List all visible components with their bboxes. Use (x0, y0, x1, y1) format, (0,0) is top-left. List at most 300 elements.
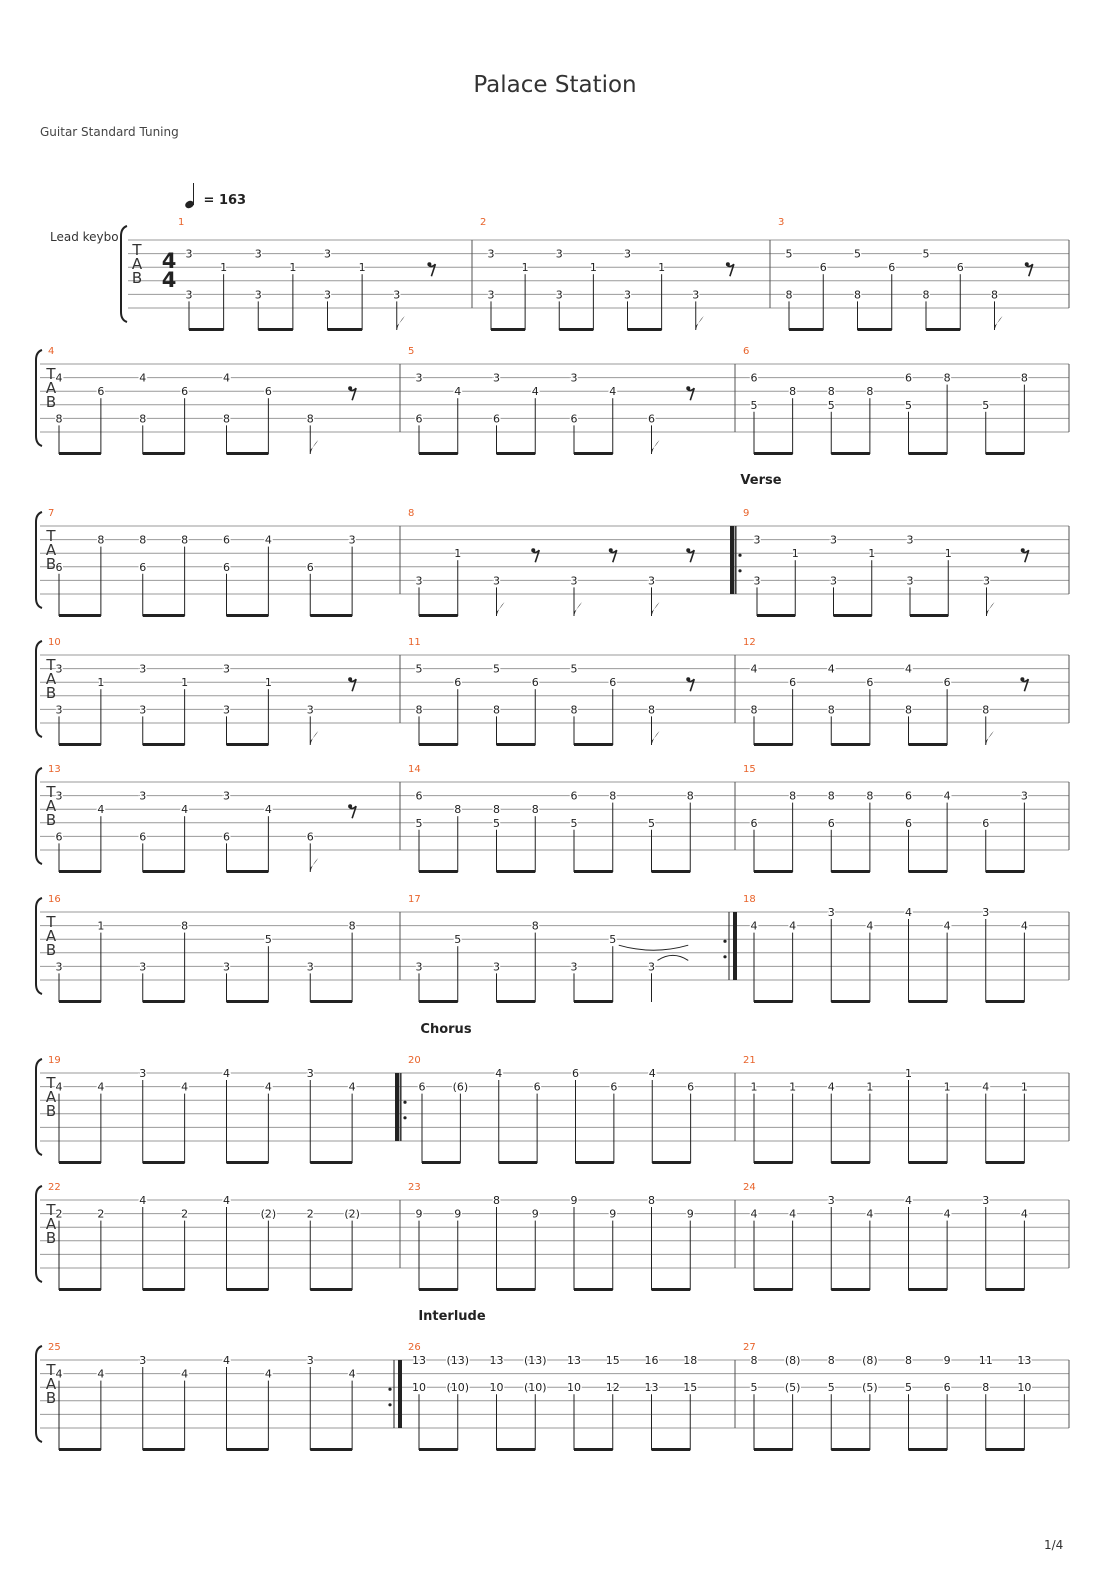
fret-number: 3 (254, 288, 262, 302)
beam (497, 1448, 536, 1451)
fret-number: 8 (609, 789, 617, 803)
beam (789, 328, 823, 331)
fret-number: 13 (1017, 1354, 1032, 1367)
fret-number: 4 (905, 906, 912, 919)
fret-number: 6 (982, 816, 990, 830)
beam (754, 1000, 793, 1003)
fret-number: 8 (982, 703, 990, 717)
fret-number: 5 (785, 247, 793, 261)
fret-number: 8 (493, 803, 500, 817)
beam (909, 1448, 948, 1451)
fret-number: 8 (982, 1381, 990, 1395)
fret-number: 4 (55, 1367, 63, 1381)
eighth-rest-dot (1020, 677, 1024, 681)
fret-number: 1 (97, 676, 105, 690)
beam (59, 614, 101, 617)
fret-number: 1 (944, 547, 952, 561)
fret-number: 1 (454, 547, 462, 561)
eighth-rest-dot (686, 386, 690, 390)
eighth-rest-dot (348, 677, 352, 681)
fret-number: 5 (493, 662, 500, 676)
fret-number: 4 (609, 385, 617, 399)
eighth-flag (310, 858, 318, 872)
fret-number: (13) (446, 1354, 470, 1367)
fret-number: 3 (415, 960, 423, 974)
fret-number: 5 (493, 816, 500, 830)
fret-number: 5 (982, 398, 990, 412)
fret-number: 8 (454, 803, 462, 817)
fret-number: 6 (223, 830, 230, 844)
eighth-rest-dot (726, 262, 730, 266)
beam (909, 1161, 948, 1164)
fret-number: 8 (827, 703, 835, 717)
fret-number: 6 (306, 830, 314, 844)
fret-number: 6 (610, 1080, 618, 1094)
fret-number: 4 (181, 1080, 189, 1094)
fret-number: 8 (943, 371, 951, 385)
fret-number: 3 (306, 1067, 314, 1080)
eighth-flag (652, 602, 660, 616)
beam (559, 328, 593, 331)
beam (574, 870, 613, 873)
fret-number: 3 (982, 906, 990, 919)
beam (497, 743, 536, 746)
fret-number: (5) (862, 1381, 878, 1395)
beam (422, 1161, 460, 1164)
fret-number: 5 (922, 247, 930, 261)
fret-number: 6 (866, 676, 874, 690)
fret-number: 1 (589, 261, 597, 275)
tab-clef-letter: A (45, 670, 57, 688)
fret-number: 3 (692, 288, 700, 302)
measure-number: 15 (743, 764, 756, 775)
fret-number: 1 (358, 261, 366, 275)
fret-number: 6 (819, 261, 827, 275)
fret-number: 3 (306, 1354, 314, 1367)
fret-number: 6 (572, 1067, 579, 1080)
beam (143, 1161, 185, 1164)
beam (574, 1000, 613, 1003)
fret-number: 3 (415, 574, 423, 588)
beam (227, 743, 269, 746)
fret-number: 8 (181, 919, 189, 933)
fret-number: 1 (658, 261, 666, 275)
fret-number: 6 (55, 560, 63, 574)
fret-number: 4 (454, 385, 462, 399)
tab-clef-letter: T (46, 656, 56, 674)
fret-number: 3 (306, 960, 314, 974)
fret-number: 13 (644, 1381, 659, 1395)
fret-number: 3 (185, 247, 193, 261)
measure-number: 25 (48, 1342, 61, 1353)
fret-number: 5 (648, 816, 655, 830)
measure-number: 23 (408, 1182, 421, 1193)
fret-number: 3 (223, 662, 230, 676)
fret-number: 4 (495, 1067, 503, 1080)
beam (926, 328, 960, 331)
repeat-start-thick-bar (730, 526, 734, 594)
fret-number: 8 (1020, 371, 1028, 385)
fret-number: 15 (683, 1381, 698, 1395)
fret-number: 15 (605, 1354, 620, 1367)
beam (497, 1000, 536, 1003)
fret-number: 9 (943, 1354, 951, 1367)
beam (499, 1161, 537, 1164)
measure-number: 6 (743, 346, 750, 357)
fret-number: 5 (570, 816, 578, 830)
beam (59, 743, 101, 746)
fret-number: 3 (906, 533, 914, 547)
beam (419, 614, 458, 617)
fret-number: 4 (97, 803, 105, 817)
beam (754, 1288, 793, 1291)
fret-number: 4 (827, 1080, 835, 1094)
fret-number: 3 (254, 247, 262, 261)
beam (831, 1288, 870, 1291)
beam (59, 452, 101, 455)
eighth-rest-dot (1021, 548, 1025, 552)
fret-number: 5 (750, 1381, 758, 1395)
beam (754, 1161, 793, 1164)
beam (754, 1448, 793, 1451)
tie-arc (619, 945, 689, 950)
fret-number: 4 (750, 662, 758, 676)
fret-number: 3 (753, 574, 761, 588)
fret-number: 6 (827, 816, 835, 830)
tab-clef-letter: B (45, 1102, 57, 1120)
fret-number: 3 (55, 960, 63, 974)
fret-number: 18 (683, 1354, 698, 1367)
fret-number: 3 (624, 247, 631, 261)
tuning-label: Guitar Standard Tuning (40, 125, 179, 139)
fret-number: 1 (791, 547, 799, 561)
beam (831, 452, 870, 455)
beam (628, 328, 662, 331)
fret-number: 3 (185, 288, 193, 302)
fret-number: 6 (306, 560, 314, 574)
fret-number: 8 (827, 385, 835, 399)
fret-number: 4 (750, 1207, 758, 1221)
fret-number: 10 (489, 1381, 504, 1395)
measure-number: 10 (48, 637, 61, 648)
time-signature-bottom: 4 (161, 268, 177, 292)
beam (227, 1000, 269, 1003)
fret-number: 3 (55, 662, 63, 676)
instrument-label: Lead keybo (50, 230, 119, 244)
measure-number: 7 (48, 508, 55, 519)
fret-number: 2 (97, 1207, 105, 1221)
fret-number: 10 (1017, 1381, 1032, 1395)
fret-number: 1 (264, 676, 272, 690)
beam (986, 1000, 1025, 1003)
beam (986, 1288, 1025, 1291)
fret-number: 8 (55, 412, 63, 426)
tab-clef-letter: A (45, 797, 57, 815)
tab-clef-letter: B (45, 555, 57, 573)
fret-number: 4 (1020, 919, 1028, 933)
fret-number: 9 (609, 1207, 617, 1221)
fret-number: 5 (415, 662, 423, 676)
fret-number: 4 (789, 919, 797, 933)
fret-number: 3 (55, 789, 63, 803)
fret-number: 6 (55, 830, 63, 844)
fret-number: 4 (55, 371, 63, 385)
fret-number: 1 (521, 261, 529, 275)
fret-number: (8) (862, 1354, 878, 1367)
tempo-value: = 163 (203, 193, 247, 208)
beam (497, 870, 536, 873)
fret-number: 5 (264, 933, 272, 947)
fret-number: 8 (854, 288, 861, 302)
beam (419, 870, 458, 873)
tab-clef-letter: B (131, 269, 143, 287)
time-signature-top: 4 (161, 249, 177, 273)
beam (834, 614, 872, 617)
fret-number: 3 (139, 789, 147, 803)
beam (652, 1161, 690, 1164)
fret-number: 3 (493, 371, 500, 385)
beam (757, 614, 795, 617)
beam (419, 452, 458, 455)
repeat-dot (403, 1116, 406, 1119)
fret-number: 4 (139, 1194, 147, 1207)
fret-number: 5 (905, 398, 912, 412)
fret-number: 3 (55, 703, 63, 717)
fret-number: 6 (750, 816, 758, 830)
fret-number: 6 (750, 371, 758, 385)
beam (574, 452, 613, 455)
beam (328, 328, 363, 331)
fret-number: 8 (905, 703, 912, 717)
beam (754, 870, 793, 873)
beam (143, 1448, 185, 1451)
measure-number: 12 (743, 637, 756, 648)
fret-number: 4 (348, 1080, 356, 1094)
beam (59, 1000, 101, 1003)
fret-number: 4 (97, 1367, 105, 1381)
fret-number: 3 (139, 1354, 147, 1367)
tab-clef-letter: T (46, 527, 56, 545)
fret-number: 3 (555, 288, 563, 302)
fret-number: 4 (943, 789, 951, 803)
fret-number: 6 (97, 385, 105, 399)
fret-number: 8 (866, 789, 874, 803)
beam (652, 1448, 691, 1451)
fret-number: 4 (866, 1207, 874, 1221)
fret-number: 3 (306, 703, 314, 717)
fret-number: 6 (415, 412, 423, 426)
tab-clef-letter: B (45, 1389, 57, 1407)
fret-number: 4 (223, 1354, 230, 1367)
fret-number: 8 (181, 533, 189, 547)
beam (419, 743, 458, 746)
fret-number: 9 (570, 1194, 578, 1207)
beam (754, 743, 793, 746)
repeat-end-thick-bar (733, 912, 737, 980)
tab-clef-letter: A (45, 379, 57, 397)
measure-number: 18 (743, 894, 756, 905)
fret-number: 3 (830, 574, 837, 588)
fret-number: 3 (493, 960, 500, 974)
fret-number: 16 (644, 1354, 659, 1367)
tab-clef-letter: B (45, 393, 57, 411)
fret-number: 4 (223, 371, 230, 385)
fret-number: 4 (943, 919, 951, 933)
measure-number: 14 (408, 764, 421, 775)
fret-number: 6 (181, 385, 189, 399)
fret-number: 8 (905, 1354, 912, 1367)
fret-number: 6 (139, 830, 147, 844)
eighth-rest-dot (348, 386, 352, 390)
fret-number: 8 (531, 803, 539, 817)
fret-number: 8 (750, 1354, 758, 1367)
eighth-flag (497, 602, 505, 616)
fret-number: 13 (567, 1354, 581, 1367)
fret-number: 3 (983, 574, 990, 588)
fret-number: 3 (223, 703, 230, 717)
beam (652, 1288, 691, 1291)
section-label: Interlude (418, 1309, 486, 1324)
page-number: 1/4 (1044, 1538, 1064, 1552)
fret-number: 8 (789, 385, 797, 399)
fret-number: 9 (415, 1207, 423, 1221)
fret-number: 1 (789, 1080, 797, 1094)
fret-number: (10) (446, 1381, 470, 1395)
fret-number: 4 (264, 1080, 272, 1094)
beam (574, 743, 613, 746)
fret-number: 3 (570, 371, 578, 385)
fret-number: 8 (139, 412, 147, 426)
fret-number: 8 (686, 789, 694, 803)
fret-number: 4 (223, 1194, 230, 1207)
fret-number: 3 (348, 533, 356, 547)
fret-number: 1 (905, 1067, 912, 1080)
beam (652, 870, 691, 873)
eighth-flag (310, 731, 318, 745)
fret-number: (8) (784, 1354, 801, 1367)
fret-number: 4 (905, 662, 912, 676)
fret-number: 9 (454, 1207, 462, 1221)
beam (143, 614, 185, 617)
fret-number: 8 (991, 288, 998, 302)
fret-number: 8 (348, 919, 356, 933)
fret-number: 1 (750, 1080, 758, 1094)
beam (59, 1448, 101, 1451)
tie-arc (658, 955, 689, 960)
measure-number: 21 (743, 1055, 756, 1066)
measure-number: 1 (178, 217, 185, 228)
beam (419, 1288, 458, 1291)
eighth-flag (995, 316, 1003, 330)
beam (258, 328, 293, 331)
fret-number: 3 (223, 789, 230, 803)
repeat-dot (738, 554, 741, 557)
fret-number: 3 (648, 960, 655, 974)
beam (59, 870, 101, 873)
fret-number: 5 (415, 816, 423, 830)
beam (574, 1448, 613, 1451)
eighth-flag (652, 440, 660, 454)
measure-number: 26 (408, 1342, 421, 1353)
fret-number: 8 (866, 385, 874, 399)
tab-clef-letter: A (45, 1215, 57, 1233)
section-label: Verse (740, 473, 782, 488)
fret-number: 6 (415, 789, 423, 803)
fret-number: 3 (487, 288, 495, 302)
beam (189, 328, 224, 331)
fret-number: 6 (418, 1080, 426, 1094)
eighth-rest-dot (686, 548, 690, 552)
fret-number: 6 (533, 1080, 541, 1094)
beam (227, 870, 269, 873)
fret-number: 6 (223, 560, 230, 574)
tab-clef-letter: B (45, 811, 57, 829)
beam (227, 1448, 269, 1451)
fret-number: 6 (454, 676, 462, 690)
tab-clef-letter: T (46, 1361, 56, 1379)
fret-number: 4 (139, 371, 147, 385)
fret-number: 6 (943, 676, 951, 690)
fret-number: 3 (648, 574, 655, 588)
tab-clef-letter: T (46, 365, 56, 383)
beam (491, 328, 525, 331)
beam (909, 1288, 948, 1291)
beam (497, 1288, 536, 1291)
fret-number: 8 (415, 703, 423, 717)
fret-number: 12 (605, 1381, 620, 1395)
tab-clef-letter: T (46, 913, 56, 931)
tab-clef-letter: A (45, 927, 57, 945)
fret-number: 6 (905, 789, 912, 803)
fret-number: 11 (978, 1354, 993, 1367)
eighth-flag (397, 316, 405, 330)
eighth-flag (696, 316, 704, 330)
beam (227, 614, 269, 617)
beam (986, 870, 1025, 873)
tab-clef-letter: T (46, 783, 56, 801)
tab-clef-letter: T (46, 1201, 56, 1219)
beam (143, 743, 185, 746)
fret-number: 3 (324, 288, 331, 302)
repeat-start-thick-bar (395, 1073, 399, 1141)
fret-number: 3 (139, 703, 147, 717)
beam (576, 1161, 614, 1164)
fret-number: 8 (827, 1354, 835, 1367)
measure-number: 5 (408, 346, 415, 357)
fret-number: 6 (223, 533, 230, 547)
beam (754, 452, 793, 455)
fret-number: 4 (55, 1080, 63, 1094)
fret-number: 1 (181, 676, 189, 690)
measure-number: 22 (48, 1182, 61, 1193)
fret-number: 3 (570, 574, 578, 588)
tab-clef-letter: T (132, 241, 142, 259)
fret-number: 3 (139, 662, 147, 676)
tab-clef-letter: T (46, 1074, 56, 1092)
beam (143, 1288, 185, 1291)
fret-number: (2) (260, 1207, 277, 1221)
beam (310, 1288, 352, 1291)
tab-clef-letter: A (45, 541, 57, 559)
beam (831, 1448, 870, 1451)
fret-number: 2 (306, 1207, 314, 1221)
fret-number: 1 (1020, 1080, 1028, 1094)
fret-number: 3 (139, 1067, 147, 1080)
fret-number: 2 (181, 1207, 189, 1221)
fret-number: 6 (264, 385, 272, 399)
tab-clef-letter: A (131, 255, 143, 273)
fret-number: 4 (97, 1080, 105, 1094)
